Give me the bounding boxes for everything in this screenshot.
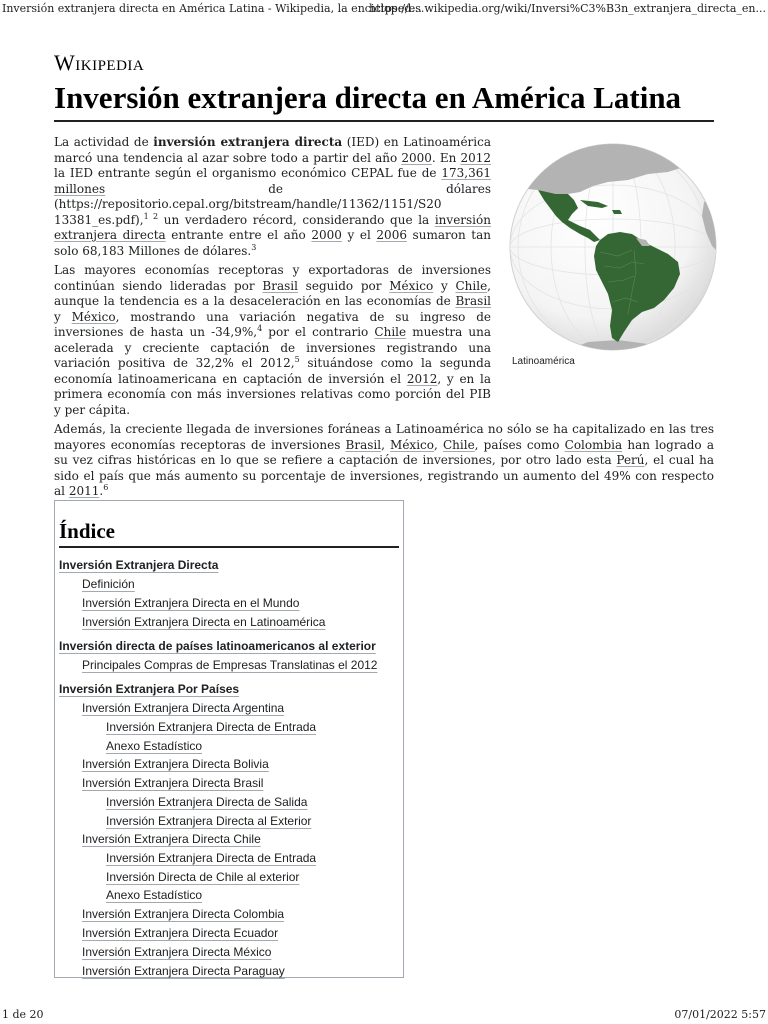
toc-link[interactable]: Inversión Extranjera Directa Bolivia [82, 757, 269, 771]
link-2000-b[interactable]: 2000 [311, 228, 342, 242]
link-mexico-c[interactable]: México [390, 437, 434, 452]
bold-term: inversión extranjera directa [153, 135, 343, 149]
toc-link[interactable]: Inversión Extranjera Directa [59, 558, 219, 572]
regional-paragraph: Además, la creciente llegada de inversiones foráneas a Latinoamérica no sólo se ha capitalizado en las tres mayores economías receptoras de inversiones Brasil, México, Chile, países como Colombia han logrado a su vez cifras históricas en lo que se refiere a captación de inversiones, por otro lado esta Perú, el cual ha sido el país que más aumento su porcentaje de inversiones, registrando un aumento del 49% con respecto al 2011.$^6$ [54, 422, 714, 498]
toc-link[interactable]: Inversión Extranjera Directa de Salida [106, 795, 308, 809]
link-brasil-c[interactable]: Brasil [345, 437, 382, 452]
link-2012-b[interactable]: 2012 [406, 371, 438, 386]
link-mexico-b[interactable]: México [71, 309, 116, 324]
link-brasil[interactable]: Brasil [262, 278, 298, 293]
print-header-title: Inversión extranjera directa en América Latina - Wikipedia, la encicloped... [2, 2, 422, 15]
toc-link[interactable]: Inversión Extranjera Directa México [82, 944, 272, 959]
link-2000[interactable]: 2000 [401, 150, 432, 165]
link-chile-b[interactable]: Chile [374, 325, 407, 339]
greenland-shape [676, 146, 718, 174]
toc-link[interactable]: Inversión Extranjera Directa Argentina [82, 701, 285, 715]
toc-link[interactable]: Inversión Extranjera Por Países [59, 682, 240, 696]
reference-4[interactable]: 4 [257, 324, 263, 333]
link-brasil-b[interactable]: Brasil [455, 294, 491, 308]
toc-link[interactable]: Definición [82, 577, 135, 591]
toc-link[interactable]: Inversión Extranjera Directa en el Mundo [82, 596, 300, 610]
toc-list [59, 558, 399, 983]
toc-item-level-2 [59, 577, 399, 596]
toc-link[interactable]: Inversión Extranjera Directa Paraguay [82, 963, 285, 978]
toc-link[interactable]: Anexo Estadístico [106, 888, 203, 902]
reference-5[interactable]: 5 [294, 355, 300, 364]
link-colombia[interactable]: Colombia [564, 437, 623, 452]
toc-item-level-2 [59, 832, 399, 851]
latin-america-globe-map[interactable] [508, 142, 718, 352]
link-mexico[interactable]: México [389, 278, 434, 293]
toc-item-level-1 [59, 639, 399, 658]
link-chile-c[interactable]: Chile [442, 437, 475, 452]
toc-item-level-2 [59, 776, 399, 795]
toc-item-level-1 [59, 558, 399, 577]
toc-link[interactable]: Inversión Extranjera Directa de Entrada [106, 851, 317, 865]
toc-link[interactable]: Inversión Extranjera Directa Ecuador [82, 925, 279, 940]
reference-3[interactable]: 3 [251, 242, 257, 252]
link-2012[interactable]: 2012 [460, 150, 491, 165]
link-chile[interactable]: Chile [455, 278, 488, 293]
economies-paragraph: Las mayores economías receptoras y exportadoras de inversiones continúan siendo lideradas por Brasil seguido por México y Chile, aunque la tendencia es a la desaceleración en las economías de Brasil y México, mostrando una variación negativa de su ingreso de inversiones de hasta un -34,9%,$^4$ por el contrario Chile muestra una acelerada y creciente captación de inversiones registrando una variación positiva de 32,2% el 2012,$^5$ situándose como la segunda economía latinoamericana en captación de inversión el 2012, y en la primera economía con más inversiones relativas como porción del PIB y per cápita. [54, 263, 492, 417]
toc-item-level-2 [59, 658, 399, 677]
toc-item-level-1 [59, 682, 399, 701]
link-ied[interactable]: inversión extranjera directa [54, 212, 491, 242]
toc-link[interactable]: Anexo Estadístico [106, 738, 203, 753]
print-datetime: 07/01/2022 5:57 [674, 1008, 766, 1021]
toc-link[interactable]: Inversión Extranjera Directa Chile [82, 832, 261, 846]
toc-link[interactable]: Inversión Extranjera Directa en Latinoamérica [82, 615, 326, 629]
wikipedia-logo[interactable]: Wikipedia [54, 50, 145, 75]
toc-item-level-3 [59, 888, 399, 907]
toc-link[interactable]: Inversión Extranjera Directa Brasil [82, 776, 264, 790]
figure-caption: Latinoamérica [512, 356, 575, 367]
toc-link[interactable]: Inversión directa de países latinoamericanos al exterior [59, 639, 376, 653]
toc-item-level-2 [59, 596, 399, 615]
latin-america-figure [508, 142, 718, 367]
toc-link[interactable]: Principales Compras de Empresas Translatinas el 2012 [82, 658, 378, 672]
link-millones[interactable]: 173,361 millones [54, 166, 491, 196]
toc-item-level-2 [59, 964, 399, 983]
link-2006[interactable]: 2006 [376, 228, 407, 242]
intro-paragraph: La actividad de inversión extranjera directa (IED) en Latinoamérica marcó una tendencia al azar sobre todo a partir del año 2000. En 2012 la IED entrante según el organismo económico CEPAL fue de 173,361 millones de dólares (https://repositorio.cepal.org/bitstream/handle/11362/1151/S20 13381_es.pdf),$^{1 2}$ un verdadero récord, considerando que la inversión extranjera directa entrante entre el año 2000 y el 2006 sumaron tan solo 68,183 Millones de dólares.$^3$ [54, 135, 491, 258]
page-number: 1 de 20 [2, 1008, 44, 1021]
toc-item-level-2 [59, 945, 399, 964]
toc-link[interactable]: Inversión Extranjera Directa de Entrada [106, 720, 317, 734]
toc-item-level-3 [59, 814, 399, 833]
toc-item-level-2 [59, 701, 399, 720]
toc-item-level-3 [59, 851, 399, 870]
reference-1-2[interactable]: 1 2 [143, 211, 159, 221]
toc-item-level-2 [59, 757, 399, 776]
link-peru[interactable]: Perú [616, 453, 645, 467]
toc-item-level-3 [59, 795, 399, 814]
toc-link[interactable]: Inversión Extranjera Directa al Exterior [106, 813, 312, 828]
toc-item-level-3 [59, 739, 399, 758]
print-header-url: https://es.wikipedia.org/wiki/Inversi%C3%B3n_extranjera_directa_en... [369, 2, 766, 15]
table-of-contents [54, 500, 404, 978]
toc-item-level-3 [59, 720, 399, 739]
toc-item-level-2 [59, 615, 399, 634]
toc-title: Índice [59, 519, 399, 548]
toc-link[interactable]: Inversión Extranjera Directa Colombia [82, 906, 285, 921]
toc-link[interactable]: Inversión Directa de Chile al exterior [106, 869, 300, 884]
toc-item-level-2 [59, 926, 399, 945]
link-2011[interactable]: 2011 [68, 484, 100, 498]
toc-item-level-2 [59, 907, 399, 926]
reference-6[interactable]: 6 [103, 483, 109, 492]
toc-item-level-3 [59, 870, 399, 889]
page-title: Inversión extranjera directa en América Latina [54, 80, 714, 122]
